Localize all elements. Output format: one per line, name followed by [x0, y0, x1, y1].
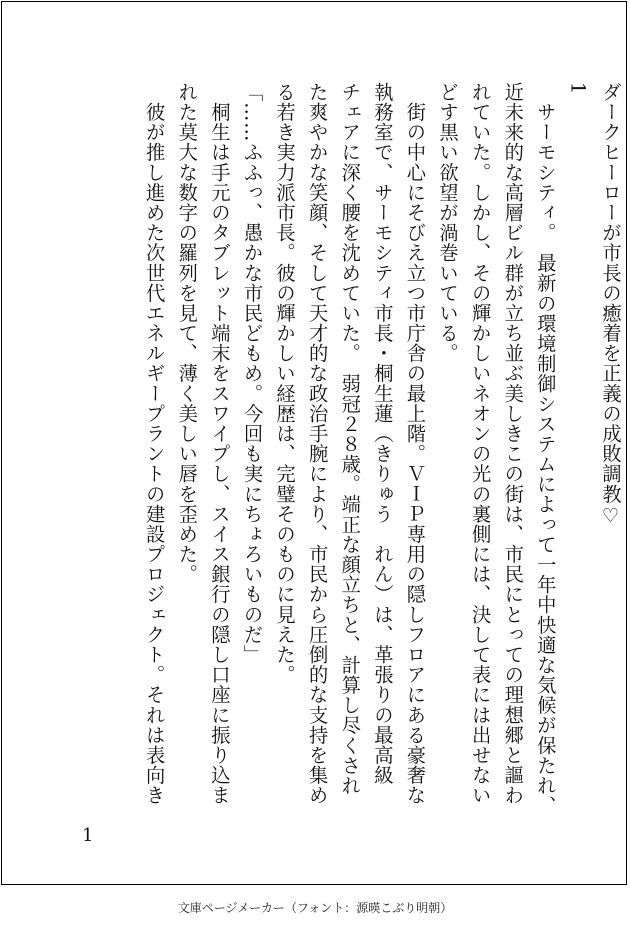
text-line: 執務室で、サーモシティ市長・桐生蓮（きりゅう れん）は、革張りの最高級	[370, 82, 394, 786]
dialogue-line: 「……ふふっ、愚かな市民どもめ。今回も実にちょろいものだ」	[240, 82, 264, 665]
story-title: ダークヒーローが市長の癒着を正義の成敗調教♡	[599, 82, 622, 528]
text-line: 街の中心にそびえ立つ市庁舎の最上階。ＶＩＰ専用の隠しフロアにある豪奢な	[403, 82, 427, 806]
page-number: 1	[82, 825, 94, 846]
vertical-text-body	[66, 82, 626, 816]
text-line: る若き実力派市長。彼の輝かしい経歴は、完璧そのものに見えた。	[273, 82, 297, 685]
footer-caption: 文庫ページメーカー（フォント：源暎こぶり明朝）	[177, 901, 453, 915]
text-line: 桐生は手元のタブレット端末をスワイプし、スイス銀行の隠し口座に振り込ま	[207, 82, 231, 806]
text-line: れていた。しかし、その輝かしいネオンの光の裏側には、決して表には出せない	[468, 82, 492, 806]
text-line: 彼が推し進めた次世代エネルギープラントの建設プロジェクト。それは表向き	[142, 82, 166, 806]
chapter-number: 1	[566, 82, 590, 96]
text-line: サーモシティ。 最新の環境制御システムによって一年中快適な気候が保たれ、	[533, 82, 557, 816]
text-line: た爽やかな笑顔、そして天才的な政治手腕により、市民から圧倒的な支持を集め	[305, 82, 329, 806]
text-line: どす黒い欲望が渦巻いている。	[436, 82, 460, 364]
text-line: れた莫大な数字の羅列を見て、薄く美しい唇を歪めた。	[175, 82, 199, 585]
book-page	[1, 1, 627, 885]
text-line: チェアに深く腰を沈めていた。 弱冠２８歳。端正な顔立ちと、計算し尽くされ	[338, 82, 362, 796]
text-line: 近未来的な高層ビル群が立ち並ぶ美しきこの街は、市民にとっての理想郷と謳わ	[501, 82, 525, 806]
